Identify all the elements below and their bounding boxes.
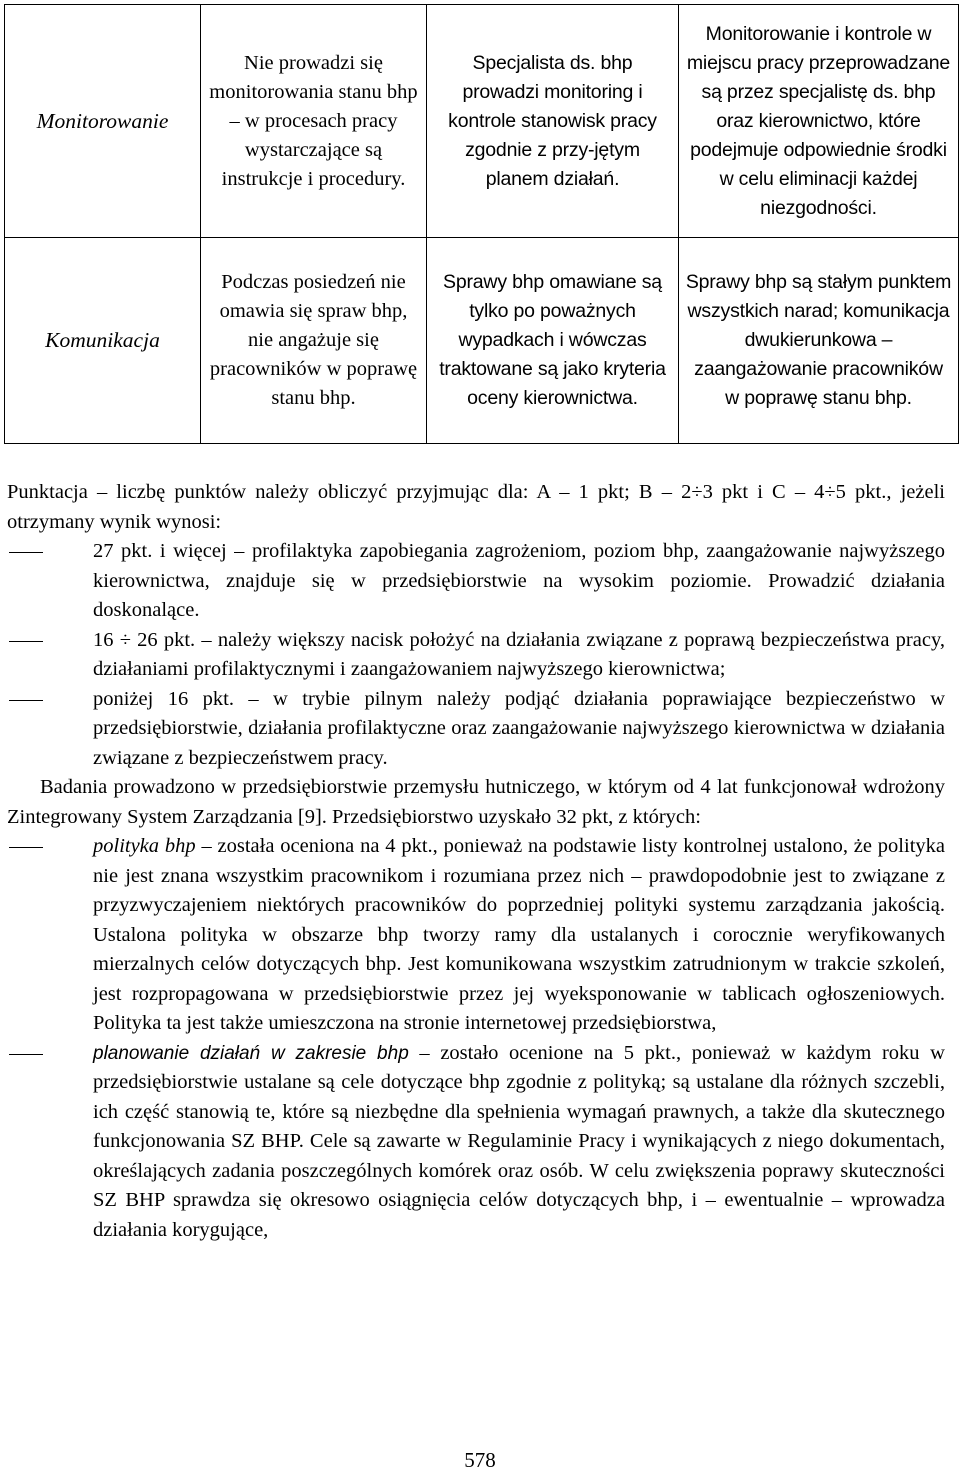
table-cell: Specjalista ds. bhp prowadzi monitoring i kontrole stanowisk pracy zgodnie z przy-jętym planem działań. — [427, 5, 679, 238]
list-item-text: 16 ÷ 26 pkt. – należy większy nacisk położyć na działania związane z poprawą bezpieczeństwa pracy, działaniami profilaktycznymi i zaangażowaniem najwyższego kierownictwa; — [93, 628, 945, 680]
table-cell: Sprawy bhp omawiane są tylko po poważnych wypadkach i wówczas traktowane są jako kryteria oceny kierownictwa. — [427, 238, 679, 444]
table-row — [5, 5, 959, 238]
list-item-text: 27 pkt. i więcej – profilaktyka zapobiegania zagrożeniom, poziom bhp, zaangażowanie najwyższego kierownictwa, znajduje się w przedsiębiorstwie na wysokim poziomie. Prowadzić działania doskonalące. — [93, 540, 945, 621]
result-text: – została oceniona na 4 pkt., ponieważ na podstawie listy kontrolnej ustalono, że polityka nie jest znana wszystkim pracownikom i rozumiana przez nich – prawdopodobnie jest to związane z przyzwyczajeniem niektórych pracowników do poprzedniej polityki systemu zarządzania jakością. Ustalona polityka w obszarze bhp tworzy ramy dla ustalanych i corocznie weryfikowanych mierzalnych celów dotyczących bhp. Jest komunikowana wszystkim zatrudnionym w trakcie szkoleń, jest rozpropagowana w przedsiębiorstwie przez jej wyeksponowanie w tablicach ogłoszeniowych. Polityka ta jest także umieszczona na stronie internetowej przedsiębiorstwa, — [93, 835, 945, 1034]
table-cell: Sprawy bhp są stałym punktem wszystkich narad; komunikacja dwukierunkowa – zaangażowanie pracowników w poprawę stanu bhp. — [679, 238, 959, 444]
scoring-section — [7, 478, 945, 1245]
result-text: – zostało ocenione na 5 pkt., ponieważ w każdym roku w przedsiębiorstwie ustalane są cele dotyczące bhp zgodnie z polityką; są ustalane dla różnych szczebli, ich część stanowią te, które są niezbędne dla spełnienia wymagań prawnych, a także dla skutecznego funkcjonowania SZ BHP. Cele są zawarte w Regulaminie Pracy i wynikających z niego dokumentach, określających zadania poszczególnych komórek oraz osób. W celu zwiększenia poprawy skuteczności SZ BHP sprawdza się okresowo osiągnięcia celów dotyczących bhp, i – ewentualnie – wprowadza działania korygujące, — [93, 1041, 945, 1241]
row-label: Monitorowanie — [5, 5, 201, 238]
list-item — [7, 626, 945, 685]
result-term: polityka bhp — [93, 835, 196, 857]
result-term: planowanie działań w zakresie bhp — [93, 1042, 409, 1064]
assessment-table — [4, 4, 959, 444]
table-cell: Podczas posiedzeń nie omawia się spraw bhp, nie angażuje się pracowników w poprawę stanu bhp. — [201, 238, 427, 444]
list-item — [7, 685, 945, 774]
row-label: Komunikacja — [5, 238, 201, 444]
body-paragraph: Badania prowadzono w przedsiębiorstwie przemysłu hutniczego, w którym od 4 lat funkcjonował wdrożony Zintegrowany System Zarządzania [9]. Przedsiębiorstwo uzyskało 32 pkt, z których: — [7, 776, 945, 828]
page-number: 578 — [464, 1448, 496, 1472]
table-cell: Monitorowanie i kontrole w miejscu pracy przeprowadzane są przez specjalistę ds. bhp oraz kierownictwo, które podejmuje odpowiednie środki w celu eliminacji każdej niezgodności. — [679, 5, 959, 238]
table-cell: Nie prowadzi się monitorowania stanu bhp – w procesach pracy wystarczające są instrukcje i procedury. — [201, 5, 427, 238]
scoring-intro: Punktacja – liczbę punktów należy obliczyć przyjmując dla: A – 1 pkt; B – 2÷3 pkt i C – 4÷5 pkt., jeżeli otrzymany wynik wynosi: — [7, 481, 945, 533]
table-row — [5, 238, 959, 444]
list-item-text: poniżej 16 pkt. – w trybie pilnym należy podjąć działania poprawiające bezpieczeństwo w przedsiębiorstwie, działania profilaktyczne oraz zaangażowanie najwyższego kierownictwa w działania związane z bezpieczeństwem pracy. — [93, 687, 945, 769]
list-item — [7, 832, 945, 1039]
results-list — [7, 832, 945, 1245]
list-item — [7, 537, 945, 626]
list-item — [7, 1039, 945, 1246]
